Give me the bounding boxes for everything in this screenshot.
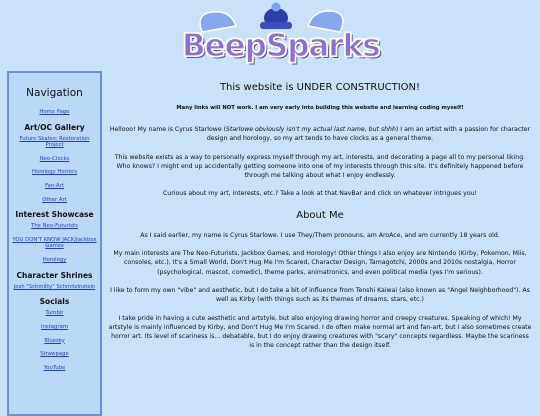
sidebar-heading-character-shrines: Character Shrines [16,270,93,280]
navbar-hint-paragraph: Curious about my art, interests, etc.? Take a look at that NavBar and click on whatever intrigues you! [162,190,478,198]
about-paragraph-4: I take pride in having a cute aesthetic and artstyle, but also enjoying drawing horror and creepy creatures. Speaking of which! My artstyle is mainly influenced by Kirby, and Don't Hug Me I'm Scared. I do often make normal art and fan-art, but I also sometimes create horror art. Its level of scariness is... debatable, but I do enjoy drawing creatures with "scary" concepts regardless. Maybe the scariness is in the concept rather than the design itself. [108,314,532,350]
main-content [108,78,532,360]
purpose-paragraph: This website exists as a way to personally express myself through my art, interests, and decorating a page all to my personal liking. Who knows? I might end up accidentally getting someone into one of my interests through this site. It's definitely happened before through me talking about what I enjoy endlessly. [114,153,526,180]
sidebar-heading-socials: Socials [39,297,70,307]
sidebar-link-jackbox[interactable]: YOU DON'T KNOW JACK/Jackbox Games [12,236,97,250]
about-paragraph-3: I like to form my own "vibe" and aesthetic, but I do take a bit of influence from Tenshi Kaiwai (also known as "Angel Neighborhood"). As well as Kirby (with things such as its themes of dreams, stars, etc.) [110,286,530,304]
logo-text: BeepSparks [182,28,380,64]
sidebar-link-horology-horrors[interactable]: Horology Horrors [32,169,77,176]
sidebar-link-other-art[interactable]: Other Art [42,196,67,203]
page-title: This website is UNDER CONSTRUCTION! [219,82,421,93]
sidebar-navigation [7,71,102,416]
sidebar-link-future-skates[interactable]: Future Skates: Restoration Project [19,135,90,149]
sidebar-link-youtube[interactable]: YouTube [43,364,66,371]
site-logo[interactable] [180,2,380,70]
intro-text-end: ) I am an artist with a passion for character design and horology, so my art tends to have clocks as a general theme. [206,125,531,143]
sidebar-link-horology[interactable]: Horology [42,257,67,264]
sidebar-title: Navigation [26,87,83,99]
sidebar-heading-art-gallery: Art/OC Gallery [24,122,85,132]
construction-warning: Many links will NOT work. I am very early into building this website and learning coding myself! [176,105,464,111]
intro-text-start: Hellooo! My name is Cyrus Starlowe ( [109,125,227,133]
about-paragraph-1: As I said earlier, my name is Cyrus Starlowe. I use They/Them pronouns, am AroAce, and am currently 18 years old. [140,231,500,239]
sidebar-link-tumblr[interactable]: Tumblr [45,310,64,317]
sidebar-heading-interest-showcase: Interest Showcase [15,210,94,220]
sidebar-link-fan-art[interactable]: Fan-Art [45,183,64,190]
about-me-heading: About Me [296,209,344,221]
sidebar-link-schmitty[interactable]: Josh "Schmitty" Schmitzinstein [13,283,96,290]
sidebar-link-neo-clocks[interactable]: Neo-Clocks [39,155,70,162]
sidebar-link-instagram[interactable]: Instagram [41,323,68,330]
sidebar-link-bluesky[interactable]: Bluesky [44,337,65,344]
sidebar-link-neo-futurists[interactable]: The Neo-Futurists [31,223,78,230]
about-paragraph-2: My main interests are The Neo-Futurists, Jackbox Games, and Horology! Other things I also enjoy are Nintendo (Kirby, Pokemon, Miis, consoles, etc.), It's a Small World, Don't Hug Me I'm Scared, Character Design, Tamagotchi, 2000s and 2010s nostalgia, Horror (psychological, mascot, comedic), theme parks, animatronics, and even political media (yes I'm serious). [113,250,527,276]
intro-paragraph [108,125,532,144]
sidebar-link-strawpage[interactable]: Strawpage [40,351,69,358]
sidebar-link-home-page[interactable]: Home Page [39,109,70,115]
intro-text-italic: Starlowe obviously isn't my actual last name, but shhh [226,125,396,133]
